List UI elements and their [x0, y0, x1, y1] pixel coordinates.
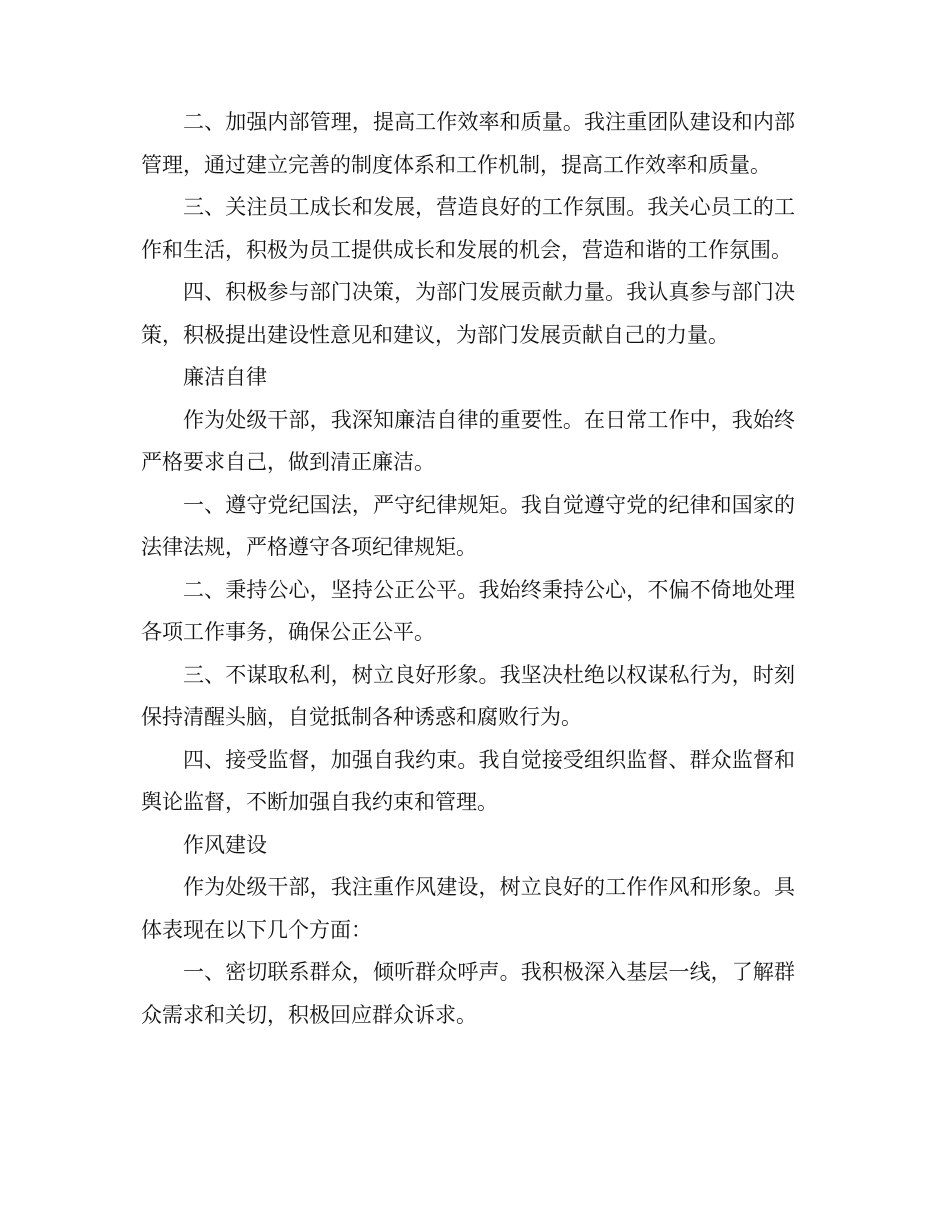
paragraph-decision: 四、积极参与部门决策，为部门发展贡献力量。我认真参与部门决策，积极提出建设性意见和建议，为部门发展贡献自己的力量。 — [141, 280, 795, 347]
section-heading-work-style: 作风建设 — [183, 832, 267, 857]
paragraph-integrity-intro: 作为处级干部，我深知廉洁自律的重要性。在日常工作中，我始终严格要求自己，做到清正廉洁。 — [141, 407, 795, 474]
paragraph-staff-growth: 三、关注员工成长和发展，营造良好的工作氛围。我关心员工的工作和生活，积极为员工提供成长和发展的机会，营造和谐的工作氛围。 — [141, 195, 795, 262]
paragraph-integrity-4: 四、接受监督，加强自我约束。我自觉接受组织监督、群众监督和舆论监督，不断加强自我约束和管理。 — [141, 747, 795, 814]
paragraph-work-style-intro: 作为处级干部，我注重作风建设，树立良好的工作作风和形象。具体表现在以下几个方面： — [141, 875, 795, 942]
paragraph-management: 二、加强内部管理，提高工作效率和质量。我注重团队建设和内部管理，通过建立完善的制度体系和工作机制，提高工作效率和质量。 — [141, 110, 795, 177]
paragraph-integrity-3: 三、不谋取私利，树立良好形象。我坚决杜绝以权谋私行为，时刻保持清醒头脑，自觉抵制各种诱惑和腐败行为。 — [141, 662, 795, 729]
paragraph-integrity-2: 二、秉持公心，坚持公正公平。我始终秉持公心，不偏不倚地处理各项工作事务，确保公正公平。 — [141, 577, 795, 644]
section-heading-integrity: 廉洁自律 — [183, 365, 267, 389]
paragraph-integrity-1: 一、遵守党纪国法，严守纪律规矩。我自觉遵守党的纪律和国家的法律法规，严格遵守各项纪律规矩。 — [141, 492, 795, 559]
document-body — [141, 101, 795, 1036]
paragraph-work-style-1: 一、密切联系群众，倾听群众呼声。我积极深入基层一线，了解群众需求和关切，积极回应群众诉求。 — [141, 960, 795, 1027]
